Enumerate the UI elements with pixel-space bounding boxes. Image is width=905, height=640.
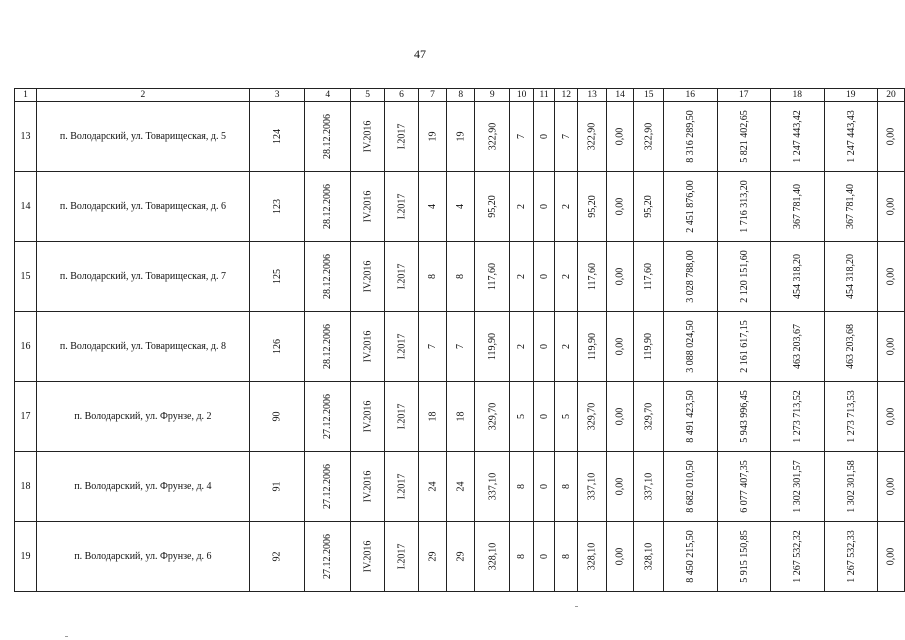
scan-mark: [65, 636, 68, 637]
table-cell: [534, 102, 555, 172]
table-cell: [824, 172, 878, 242]
table-cell: [384, 102, 418, 172]
table-cell: [534, 312, 555, 382]
table-cell: [446, 242, 475, 312]
address-cell: п. Володарский, ул. Товарищеская, д. 5: [36, 102, 249, 172]
column-number-2: 2: [36, 89, 249, 102]
table-cell: [717, 312, 771, 382]
table-cell: [510, 102, 534, 172]
table-row: [15, 102, 905, 172]
table-cell: [475, 382, 510, 452]
table-cell: [510, 172, 534, 242]
cell-value: 8 491 423,50: [684, 390, 696, 443]
cell-value: I.2017: [396, 193, 408, 220]
table-row: [15, 382, 905, 452]
cell-value: 7: [455, 344, 467, 349]
cell-value: 95,20: [643, 195, 655, 218]
cell-value: 1 247 443,43: [845, 110, 857, 163]
cell-value: 367 781,40: [845, 184, 857, 229]
cell-value: 367 781,40: [791, 184, 803, 229]
cell-value: 0,00: [614, 407, 626, 426]
cell-value: 322,90: [643, 122, 655, 151]
column-number-11: 11: [534, 89, 555, 102]
table-cell: [555, 522, 578, 592]
table-cell: [634, 452, 664, 522]
table-cell: [419, 172, 447, 242]
table-cell: [664, 242, 718, 312]
cell-value: 92: [271, 551, 283, 562]
table-cell: [634, 102, 664, 172]
table-cell: [717, 452, 771, 522]
table-cell: [419, 102, 447, 172]
cell-value: 125: [271, 269, 283, 284]
table-cell: [510, 452, 534, 522]
column-number-16: 16: [664, 89, 718, 102]
cell-value: 1 267 532,33: [845, 530, 857, 583]
table-cell: [305, 452, 351, 522]
table-cell: [555, 382, 578, 452]
table-cell: [771, 522, 825, 592]
cell-value: 90: [271, 411, 283, 422]
table-cell: 16: [15, 312, 37, 382]
cell-value: 0,00: [614, 127, 626, 146]
cell-value: 328,10: [486, 542, 498, 571]
column-number-9: 9: [475, 89, 510, 102]
table-cell: [771, 382, 825, 452]
table-cell: [305, 102, 351, 172]
table-cell: [771, 172, 825, 242]
cell-value: 328,10: [643, 542, 655, 571]
cell-value: 5 943 996,45: [738, 390, 750, 443]
column-number-3: 3: [249, 89, 304, 102]
table-cell: [606, 312, 634, 382]
cell-value: 1 267 532,32: [791, 530, 803, 583]
column-number-14: 14: [606, 89, 634, 102]
table-cell: [419, 522, 447, 592]
table-cell: [475, 242, 510, 312]
cell-value: 7: [427, 344, 439, 349]
table-cell: 14: [15, 172, 37, 242]
cell-value: 18: [455, 411, 467, 422]
table-cell: [578, 522, 607, 592]
cell-value: 0,00: [885, 197, 897, 216]
cell-value: 2: [516, 344, 528, 349]
table-cell: [634, 382, 664, 452]
table-cell: [475, 172, 510, 242]
cell-value: 29: [427, 551, 439, 562]
column-number-15: 15: [634, 89, 664, 102]
cell-value: 1 302 301,58: [845, 460, 857, 513]
table-cell: 17: [15, 382, 37, 452]
cell-value: IV.2016: [362, 260, 374, 293]
table-cell: [510, 312, 534, 382]
cell-value: 0,00: [885, 267, 897, 286]
table-cell: [824, 242, 878, 312]
table-cell: [475, 102, 510, 172]
table-cell: [351, 382, 385, 452]
cell-value: 5 821 402,65: [738, 110, 750, 163]
cell-value: 0: [538, 554, 550, 559]
cell-value: 8 316 289,50: [684, 110, 696, 163]
cell-value: 7: [560, 134, 572, 139]
table-cell: [419, 312, 447, 382]
cell-value: IV.2016: [362, 190, 374, 223]
column-number-13: 13: [578, 89, 607, 102]
cell-value: 28.12.2006: [322, 324, 334, 369]
cell-value: 0: [538, 204, 550, 209]
table-row: [15, 522, 905, 592]
table-cell: [664, 382, 718, 452]
table-cell: [824, 452, 878, 522]
table-cell: [534, 242, 555, 312]
cell-value: 2: [560, 204, 572, 209]
cell-value: 3 088 024,50: [684, 320, 696, 373]
table-cell: [534, 382, 555, 452]
cell-value: 8 450 215,50: [684, 530, 696, 583]
cell-value: 5 915 150,85: [738, 530, 750, 583]
table-cell: [510, 242, 534, 312]
table-cell: [351, 522, 385, 592]
table-cell: [664, 312, 718, 382]
table-cell: [634, 172, 664, 242]
cell-value: 24: [427, 481, 439, 492]
table-cell: [664, 522, 718, 592]
cell-value: IV.2016: [362, 400, 374, 433]
cell-value: 0,00: [614, 197, 626, 216]
table-cell: [305, 382, 351, 452]
cell-value: 91: [271, 481, 283, 492]
table-cell: [878, 522, 905, 592]
table-cell: [578, 312, 607, 382]
cell-value: 7: [516, 134, 528, 139]
cell-value: 0,00: [885, 477, 897, 496]
cell-value: 4: [455, 204, 467, 209]
table-cell: [384, 452, 418, 522]
cell-value: 2 120 151,60: [738, 250, 750, 303]
table-cell: [606, 172, 634, 242]
table-cell: [351, 242, 385, 312]
table-cell: [475, 452, 510, 522]
cell-value: 117,60: [486, 262, 498, 291]
column-number-4: 4: [305, 89, 351, 102]
table-cell: [249, 452, 304, 522]
table-cell: [249, 382, 304, 452]
cell-value: IV.2016: [362, 120, 374, 153]
table-cell: [534, 522, 555, 592]
table-cell: [824, 102, 878, 172]
cell-value: I.2017: [396, 333, 408, 360]
housing-table: [14, 88, 905, 592]
column-number-12: 12: [555, 89, 578, 102]
cell-value: 1 273 713,52: [791, 390, 803, 443]
table-cell: [824, 522, 878, 592]
cell-value: 124: [271, 129, 283, 144]
table-cell: [419, 452, 447, 522]
table-cell: [384, 382, 418, 452]
cell-value: 337,10: [486, 472, 498, 501]
column-number-6: 6: [384, 89, 418, 102]
table-cell: [384, 242, 418, 312]
column-number-7: 7: [419, 89, 447, 102]
table-cell: [771, 312, 825, 382]
cell-value: 117,60: [586, 262, 598, 291]
table-cell: [771, 102, 825, 172]
cell-value: 329,70: [486, 402, 498, 431]
cell-value: 27.12.2006: [322, 394, 334, 439]
cell-value: 463 203,68: [845, 324, 857, 369]
table-cell: [419, 382, 447, 452]
cell-value: I.2017: [396, 263, 408, 290]
cell-value: 337,10: [586, 472, 598, 501]
table-cell: [555, 312, 578, 382]
cell-value: 8: [560, 554, 572, 559]
cell-value: 8 682 010,50: [684, 460, 696, 513]
cell-value: 119,90: [643, 332, 655, 361]
table-cell: [351, 102, 385, 172]
cell-value: 5: [516, 414, 528, 419]
table-cell: [634, 312, 664, 382]
table-cell: [249, 242, 304, 312]
column-number-1: 1: [15, 89, 37, 102]
cell-value: I.2017: [396, 123, 408, 150]
table-cell: [878, 452, 905, 522]
column-number-18: 18: [771, 89, 825, 102]
cell-value: 27.12.2006: [322, 534, 334, 579]
cell-value: 1 716 313,20: [738, 180, 750, 233]
table-row: [15, 312, 905, 382]
cell-value: 28.12.2006: [322, 184, 334, 229]
cell-value: 19: [427, 131, 439, 142]
table-cell: [717, 522, 771, 592]
table-cell: [249, 522, 304, 592]
table-cell: [446, 452, 475, 522]
cell-value: 454 318,20: [791, 254, 803, 299]
table-row: [15, 452, 905, 522]
table-cell: [446, 522, 475, 592]
cell-value: 0: [538, 274, 550, 279]
table-cell: [878, 172, 905, 242]
table-cell: [878, 312, 905, 382]
table-cell: [446, 172, 475, 242]
scan-mark: [575, 606, 578, 607]
cell-value: 5: [560, 414, 572, 419]
cell-value: 0,00: [614, 477, 626, 496]
header-row: [15, 89, 905, 102]
table-cell: [878, 382, 905, 452]
table-cell: [446, 312, 475, 382]
table-cell: [555, 172, 578, 242]
cell-value: 0: [538, 344, 550, 349]
table-cell: 15: [15, 242, 37, 312]
address-cell: п. Володарский, ул. Товарищеская, д. 8: [36, 312, 249, 382]
cell-value: 119,90: [586, 332, 598, 361]
table-cell: 13: [15, 102, 37, 172]
cell-value: 0,00: [885, 337, 897, 356]
table-cell: [878, 242, 905, 312]
cell-value: 8: [516, 484, 528, 489]
column-number-20: 20: [878, 89, 905, 102]
table-cell: [446, 102, 475, 172]
table-cell: [351, 452, 385, 522]
column-number-19: 19: [824, 89, 878, 102]
table-cell: [510, 382, 534, 452]
page-number: 47: [414, 47, 426, 61]
cell-value: 0,00: [614, 337, 626, 356]
table-cell: [384, 172, 418, 242]
table-cell: [578, 102, 607, 172]
table-cell: [305, 312, 351, 382]
table-cell: [771, 452, 825, 522]
cell-value: 6 077 407,35: [738, 460, 750, 513]
table-cell: [305, 242, 351, 312]
table-cell: [475, 522, 510, 592]
column-number-5: 5: [351, 89, 385, 102]
table-cell: [606, 382, 634, 452]
table-cell: [249, 172, 304, 242]
address-cell: п. Володарский, ул. Фрунзе, д. 4: [36, 452, 249, 522]
table-cell: [555, 102, 578, 172]
cell-value: IV.2016: [362, 330, 374, 363]
cell-value: 4: [427, 204, 439, 209]
cell-value: 329,70: [643, 402, 655, 431]
table-cell: 18: [15, 452, 37, 522]
cell-value: 463 203,67: [791, 324, 803, 369]
cell-value: 2: [560, 344, 572, 349]
cell-value: 1 247 443,42: [791, 110, 803, 163]
cell-value: 8: [516, 554, 528, 559]
cell-value: 2: [516, 274, 528, 279]
cell-value: 24: [455, 481, 467, 492]
table-cell: [606, 102, 634, 172]
table-cell: [578, 242, 607, 312]
cell-value: 0,00: [614, 267, 626, 286]
table-cell: [664, 102, 718, 172]
table-cell: [878, 102, 905, 172]
cell-value: 329,70: [586, 402, 598, 431]
cell-value: 27.12.2006: [322, 464, 334, 509]
table-row: [15, 172, 905, 242]
column-number-8: 8: [446, 89, 475, 102]
table-cell: [419, 242, 447, 312]
cell-value: I.2017: [396, 543, 408, 570]
address-cell: п. Володарский, ул. Фрунзе, д. 2: [36, 382, 249, 452]
table-cell: [249, 102, 304, 172]
cell-value: 337,10: [643, 472, 655, 501]
table-cell: [717, 172, 771, 242]
column-number-17: 17: [717, 89, 771, 102]
table-cell: [578, 382, 607, 452]
table-cell: [249, 312, 304, 382]
table-cell: [384, 312, 418, 382]
table-cell: [717, 382, 771, 452]
table-cell: [578, 172, 607, 242]
table-cell: [824, 312, 878, 382]
column-number-10: 10: [510, 89, 534, 102]
table-cell: [510, 522, 534, 592]
cell-value: I.2017: [396, 403, 408, 430]
cell-value: 117,60: [643, 262, 655, 291]
cell-value: 19: [455, 131, 467, 142]
address-cell: п. Володарский, ул. Фрунзе, д. 6: [36, 522, 249, 592]
table-row: [15, 242, 905, 312]
cell-value: 328,10: [586, 542, 598, 571]
table-cell: [771, 242, 825, 312]
table-cell: [578, 452, 607, 522]
table-cell: 19: [15, 522, 37, 592]
cell-value: 0,00: [885, 547, 897, 566]
cell-value: 3 028 788,00: [684, 250, 696, 303]
table-cell: [446, 382, 475, 452]
cell-value: IV.2016: [362, 540, 374, 573]
table-cell: [664, 452, 718, 522]
cell-value: 28.12.2006: [322, 114, 334, 159]
cell-value: 95,20: [586, 195, 598, 218]
table-cell: [555, 242, 578, 312]
table-cell: [606, 452, 634, 522]
cell-value: 454 318,20: [845, 254, 857, 299]
cell-value: 0: [538, 134, 550, 139]
table-cell: [555, 452, 578, 522]
cell-value: 1 273 713,53: [845, 390, 857, 443]
table-cell: [534, 172, 555, 242]
table-cell: [717, 242, 771, 312]
cell-value: 322,90: [586, 122, 598, 151]
cell-value: 1 302 301,57: [791, 460, 803, 513]
address-cell: п. Володарский, ул. Товарищеская, д. 6: [36, 172, 249, 242]
address-cell: п. Володарский, ул. Товарищеская, д. 7: [36, 242, 249, 312]
table-cell: [634, 522, 664, 592]
cell-value: 8: [455, 274, 467, 279]
cell-value: 2 451 876,00: [684, 180, 696, 233]
cell-value: 2 161 617,15: [738, 320, 750, 373]
cell-value: 123: [271, 199, 283, 214]
cell-value: 8: [560, 484, 572, 489]
cell-value: I.2017: [396, 473, 408, 500]
cell-value: 2: [516, 204, 528, 209]
table-cell: [606, 242, 634, 312]
cell-value: 28.12.2006: [322, 254, 334, 299]
table-cell: [824, 382, 878, 452]
cell-value: 0: [538, 414, 550, 419]
cell-value: 95,20: [486, 195, 498, 218]
table-cell: [351, 172, 385, 242]
table-cell: [717, 102, 771, 172]
cell-value: 126: [271, 339, 283, 354]
table-cell: [475, 312, 510, 382]
cell-value: 322,90: [486, 122, 498, 151]
cell-value: 0,00: [614, 547, 626, 566]
table-cell: [634, 242, 664, 312]
table-cell: [534, 452, 555, 522]
cell-value: 29: [455, 551, 467, 562]
table-cell: [305, 172, 351, 242]
table-cell: [305, 522, 351, 592]
cell-value: 8: [427, 274, 439, 279]
cell-value: 18: [427, 411, 439, 422]
table-cell: [384, 522, 418, 592]
table-cell: [606, 522, 634, 592]
cell-value: 119,90: [486, 332, 498, 361]
cell-value: 0,00: [885, 127, 897, 146]
cell-value: 2: [560, 274, 572, 279]
table-cell: [351, 312, 385, 382]
cell-value: IV.2016: [362, 470, 374, 503]
table-cell: [664, 172, 718, 242]
cell-value: 0,00: [885, 407, 897, 426]
cell-value: 0: [538, 484, 550, 489]
